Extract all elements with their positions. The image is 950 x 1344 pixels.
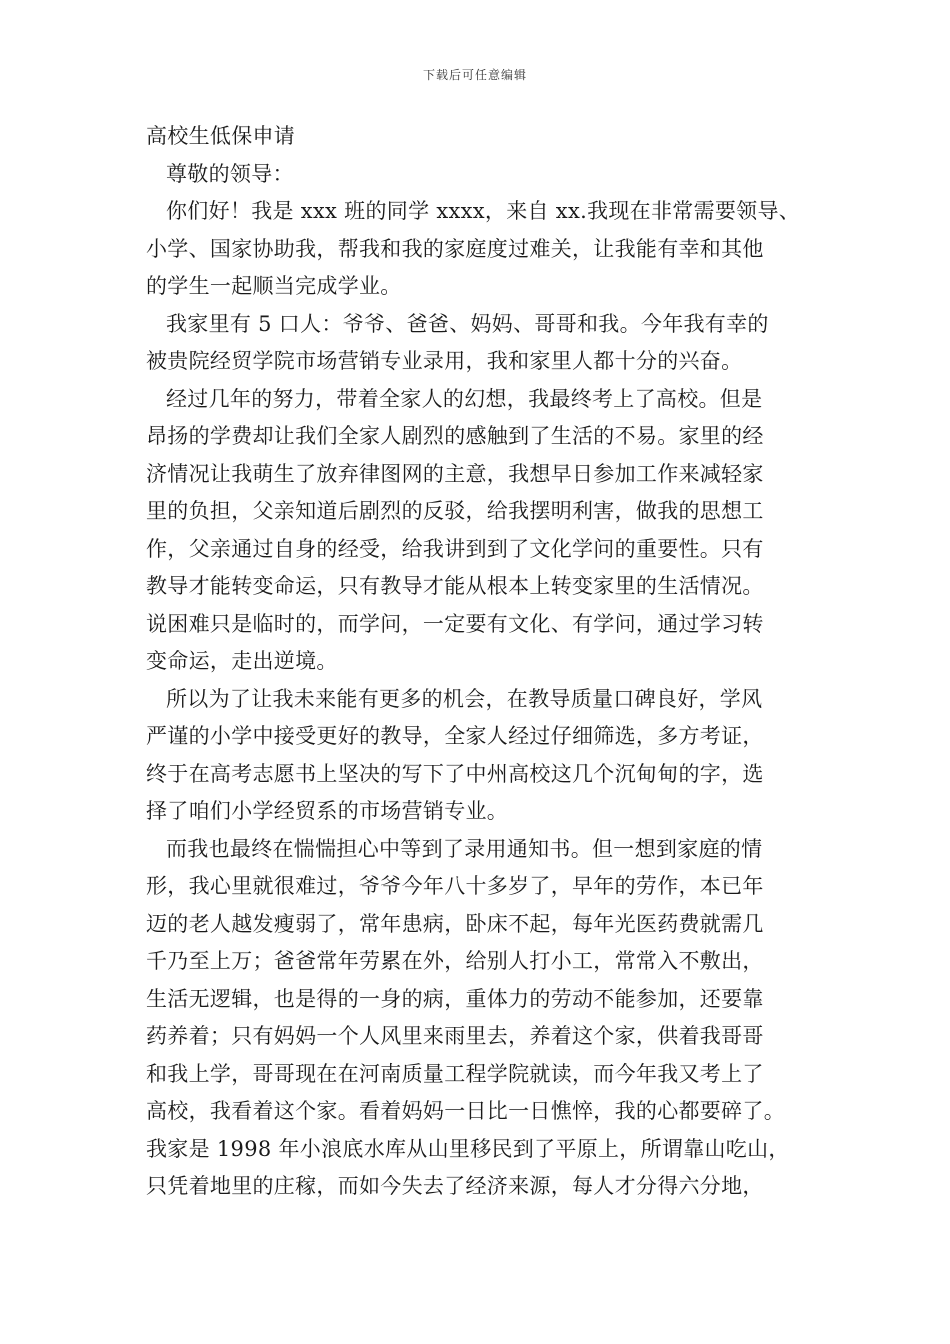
text-line: 只凭着地里的庄稼，而如今失去了经济来源，每人才分得六分地，	[146, 1174, 764, 1198]
text-line: 的学生一起顺当完成学业。	[146, 274, 402, 298]
text-line: 生活无逻辑，也是得的一身的病，重体力的劳动不能参加，还要靠	[146, 986, 764, 1011]
text-line: 终于在高考志愿书上坚决的写下了中州高校这几个沉甸甸的字，选	[146, 761, 764, 786]
text-line: 你们好！我是 xxx 班的同学 xxxx，来自 xx.我现在非常需要领导、	[166, 199, 801, 223]
text-line: 高校，我看着这个家。看着妈妈一日比一日憔悴，我的心都要碎了。	[146, 1099, 785, 1123]
text-line: 所以为了让我未来能有更多的机会，在教导质量口碑良好，学风	[166, 686, 763, 711]
text-line: 经过几年的努力，带着全家人的幻想，我最终考上了高校。但是	[166, 386, 763, 411]
text-line: 里的负担，父亲知道后剧烈的反驳，给我摆明利害，做我的思想工	[146, 499, 764, 523]
text-line: 教导才能转变命运，只有教导才能从根本上转变家里的生活情况。	[146, 574, 764, 598]
text-line: 被贵院经贸学院市场营销专业录用，我和家里人都十分的兴奋。	[146, 349, 743, 373]
text-line: 作，父亲通过自身的经受，给我讲到到了文化学问的重要性。只有	[146, 536, 764, 561]
text-line: 药养着；只有妈妈一个人风里来雨里去，养着这个家，供着我哥哥	[146, 1024, 764, 1048]
text-line: 昂扬的学费却让我们全家人剧烈的感触到了生活的不易。家里的经	[146, 424, 764, 448]
body-text	[146, 193, 826, 1206]
text-line: 迈的老人越发瘦弱了，常年患病，卧床不起，每年光医药费就需几	[146, 911, 764, 936]
document-title: 高校生低保申请	[146, 124, 296, 148]
text-line: 我家里有 5 口人：爷爷、爸爸、妈妈、哥哥和我。今年我有幸的	[166, 311, 769, 336]
header-note: 下载后可任意编辑	[422, 68, 527, 82]
text-line: 择了咱们小学经贸系的市场营销专业。	[146, 799, 509, 823]
text-line: 我家是 1998 年小浪底水库从山里移民到了平原上，所谓靠山吃山，	[146, 1136, 790, 1161]
text-line: 小学、国家协助我，帮我和我的家庭度过难关，让我能有幸和其他	[146, 236, 764, 261]
text-line: 形，我心里就很难过，爷爷今年八十多岁了，早年的劳作，本已年	[146, 874, 764, 898]
text-line: 千乃至上万；爸爸常年劳累在外，给别人打小工，常常入不敷出，	[146, 949, 764, 973]
text-line: 济情况让我萌生了放弃律图网的主意，我想早日参加工作来减轻家	[146, 461, 764, 486]
salutation: 尊敬的领导：	[166, 161, 294, 186]
text-line: 说困难只是临时的，而学问，一定要有文化、有学问，通过学习转	[146, 611, 764, 636]
text-line: 和我上学，哥哥现在在河南质量工程学院就读，而今年我又考上了	[146, 1061, 764, 1086]
text-line: 变命运，走出逆境。	[146, 649, 338, 673]
document-body	[146, 118, 826, 1206]
text-line: 而我也最终在惴惴担心中等到了录用通知书。但一想到家庭的情	[166, 836, 763, 861]
text-line: 严谨的小学中接受更好的教导，全家人经过仔细筛选，多方考证，	[146, 724, 764, 748]
